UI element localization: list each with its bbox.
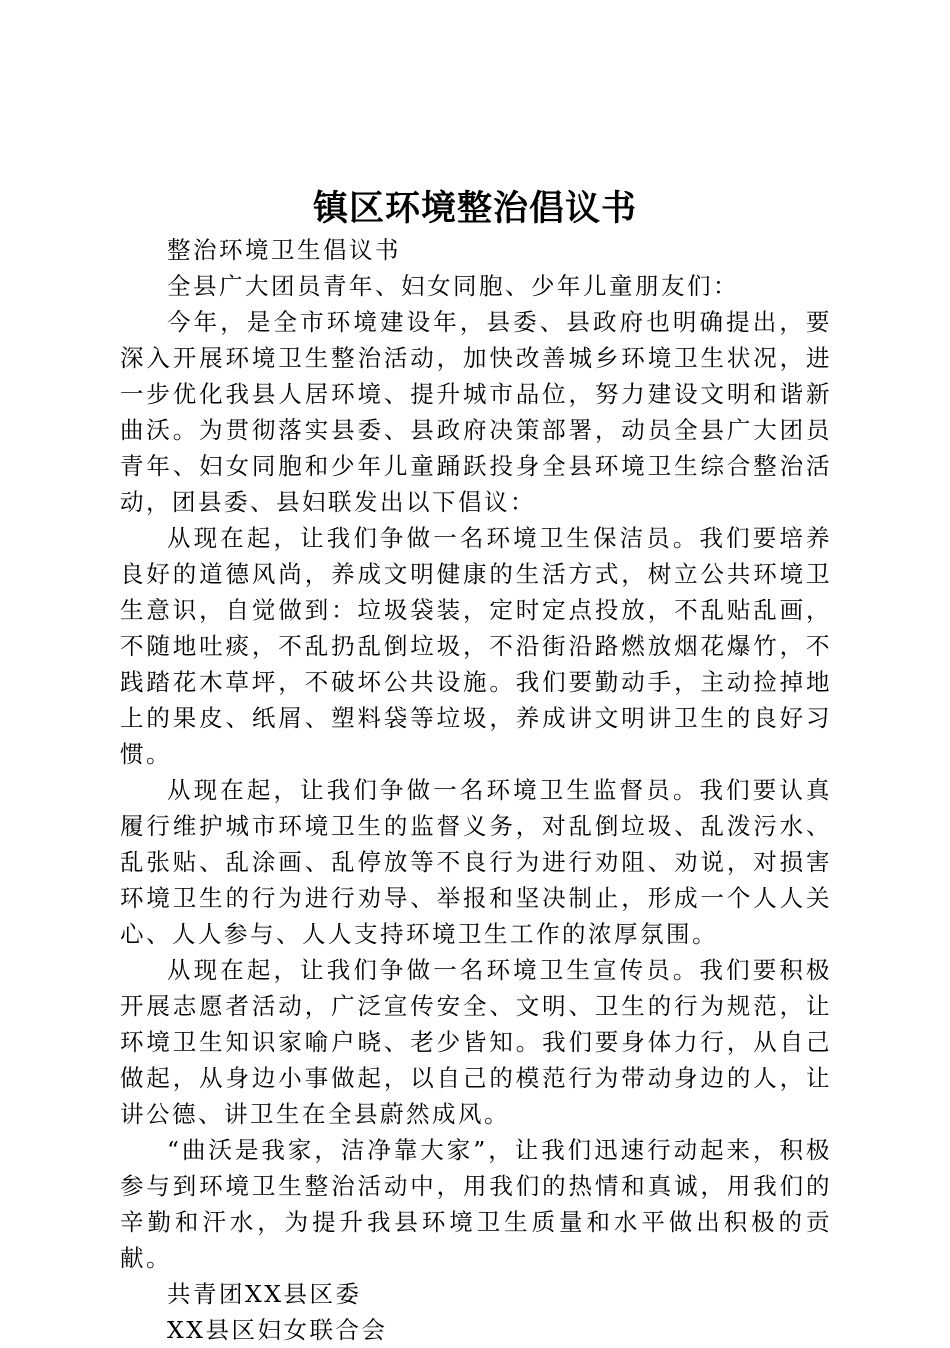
document-title: 镇区环境整治倡议书 bbox=[312, 188, 637, 229]
paragraph-supervisor: 从现在起，让我们争做一名环境卫生监督员。我们要认真履行维护城市环境卫生的监督义务，对乱倒垃圾、乱泼污水、乱张贴、乱涂画、乱停放等不良行为进行劝阻、劝说，对损害环境卫生的行为进行劝导、举报和坚决制止，形成一个人人关心、人人参与、人人支持环境卫生工作的浓厚氛围。 bbox=[120, 776, 832, 948]
paragraph-closing: “曲沃是我家，洁净靠大家”，让我们迅速行动起来，积极参与到环境卫生整治活动中，用我们的热情和真诚，用我们的辛勤和汗水，为提升我县环境卫生质量和水平做出积极的贡献。 bbox=[120, 1136, 832, 1272]
paragraph-propagandist: 从现在起，让我们争做一名环境卫生宣传员。我们要积极开展志愿者活动，广泛宣传安全、文明、卫生的行为规范，让环境卫生知识家喻户晓、老少皆知。我们要身体力行，从自己做起，从身边小事做起，以自己的模范行为带动身边的人，让讲公德、讲卫生在全县蔚然成风。 bbox=[120, 956, 832, 1128]
paragraph-cleaner: 从现在起，让我们争做一名环境卫生保洁员。我们要培养良好的道德风尚，养成文明健康的生活方式，树立公共环境卫生意识，自觉做到：垃圾袋装，定时定点投放，不乱贴乱画，不随地吐痰，不乱扔乱倒垃圾，不沿街沿路燃放烟花爆竹，不践踏花木草坪，不破坏公共设施。我们要勤动手，主动捡掉地上的果皮、纸屑、塑料袋等垃圾，养成讲文明讲卫生的良好习惯。 bbox=[120, 524, 832, 768]
document-subtitle: 整治环境卫生倡议书 bbox=[167, 236, 401, 264]
document-body bbox=[120, 232, 832, 1348]
signature-youth-league: 共青团XX县区委 bbox=[167, 1280, 362, 1308]
paragraph-intro: 今年，是全市环境建设年，县委、县政府也明确提出，要深入开展环境卫生整治活动，加快改善城乡环境卫生状况，进一步优化我县人居环境、提升城市品位，努力建设文明和谐新曲沃。为贯彻落实县委、县政府决策部署，动员全县广大团员青年、妇女同胞和少年儿童踊跃投身全县环境卫生综合整治活动，团县委、县妇联发出以下倡议： bbox=[120, 308, 832, 516]
salutation: 全县广大团员青年、妇女同胞、少年儿童朋友们： bbox=[167, 272, 739, 300]
signature-womens-federation: XX县区妇女联合会 bbox=[167, 1316, 388, 1344]
